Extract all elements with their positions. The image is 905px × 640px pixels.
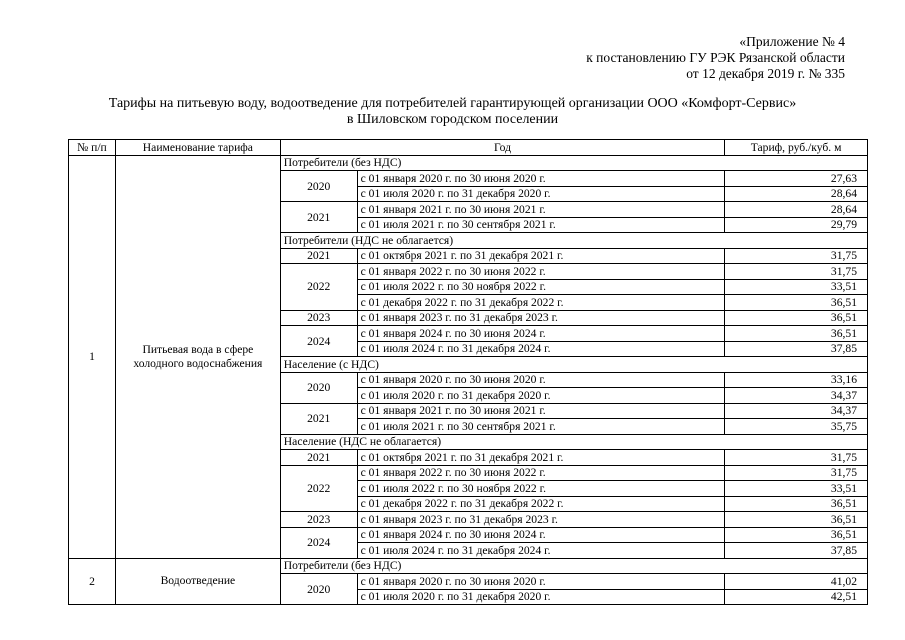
period-cell: с 01 декабря 2022 г. по 31 декабря 2022 г. xyxy=(357,295,724,311)
header-tariff-name: Наименование тарифа xyxy=(115,140,280,156)
table-body xyxy=(69,155,868,605)
section-number: 2 xyxy=(69,558,116,605)
consumer-group-label: Потребители (НДС не облагается) xyxy=(280,233,867,249)
header-tariff-value: Тариф, руб./куб. м xyxy=(725,140,868,156)
year-cell: 2021 xyxy=(280,403,357,434)
table-row xyxy=(69,558,868,574)
period-cell: с 01 июля 2024 г. по 31 декабря 2024 г. xyxy=(357,543,724,559)
header-year: Год xyxy=(280,140,724,156)
period-cell: с 01 января 2020 г. по 30 июня 2020 г. xyxy=(357,171,724,187)
tariff-value-cell: 33,16 xyxy=(725,372,868,388)
header-number: № п/п xyxy=(69,140,116,156)
tariff-value-cell: 34,37 xyxy=(725,388,868,404)
period-cell: с 01 января 2022 г. по 30 июня 2022 г. xyxy=(357,264,724,280)
document-title xyxy=(0,96,905,128)
tariff-value-cell: 28,64 xyxy=(725,202,868,218)
tariff-value-cell: 31,75 xyxy=(725,248,868,264)
year-cell: 2021 xyxy=(280,248,357,264)
tariff-value-cell: 34,37 xyxy=(725,403,868,419)
appendix-line-1: «Приложение № 4 xyxy=(739,34,845,49)
consumer-group-label: Потребители (без НДС) xyxy=(280,155,867,171)
consumer-group-label: Потребители (без НДС) xyxy=(280,558,867,574)
table-header-row xyxy=(69,140,868,156)
period-cell: с 01 июля 2020 г. по 31 декабря 2020 г. xyxy=(357,388,724,404)
period-cell: с 01 июля 2022 г. по 30 ноября 2022 г. xyxy=(357,279,724,295)
year-cell: 2020 xyxy=(280,171,357,202)
year-cell: 2020 xyxy=(280,372,357,403)
tariff-name: Питьевая вода в сфере холодного водоснабжения xyxy=(115,155,280,558)
tariff-table xyxy=(68,139,868,605)
title-line-2: в Шиловском городском поселении xyxy=(346,112,559,127)
year-cell: 2024 xyxy=(280,527,357,558)
period-cell: с 01 января 2024 г. по 30 июня 2024 г. xyxy=(357,326,724,342)
tariff-value-cell: 31,75 xyxy=(725,264,868,280)
period-cell: с 01 января 2023 г. по 31 декабря 2023 г. xyxy=(357,310,724,326)
tariff-value-cell: 36,51 xyxy=(725,310,868,326)
period-cell: с 01 января 2020 г. по 30 июня 2020 г. xyxy=(357,574,724,590)
year-cell: 2023 xyxy=(280,310,357,326)
period-cell: с 01 января 2021 г. по 30 июня 2021 г. xyxy=(357,202,724,218)
tariff-value-cell: 27,63 xyxy=(725,171,868,187)
tariff-value-cell: 31,75 xyxy=(725,450,868,466)
year-cell: 2022 xyxy=(280,264,357,311)
year-cell: 2024 xyxy=(280,326,357,357)
period-cell: с 01 июля 2022 г. по 30 ноября 2022 г. xyxy=(357,481,724,497)
tariff-name: Водоотведение xyxy=(115,558,280,605)
period-cell: с 01 января 2023 г. по 31 декабря 2023 г. xyxy=(357,512,724,528)
year-cell: 2021 xyxy=(280,202,357,233)
period-cell: с 01 июля 2020 г. по 31 декабря 2020 г. xyxy=(357,589,724,605)
year-cell: 2023 xyxy=(280,512,357,528)
period-cell: с 01 июля 2021 г. по 30 сентября 2021 г. xyxy=(357,419,724,435)
year-cell: 2022 xyxy=(280,465,357,512)
appendix-line-3: от 12 декабря 2019 г. № 335 xyxy=(686,66,845,81)
title-line-1: Тарифы на питьевую воду, водоотведение для потребителей гарантирующей организации ООО «Комфорт-Сервис» xyxy=(108,96,797,111)
period-cell: с 01 января 2022 г. по 30 июня 2022 г. xyxy=(357,465,724,481)
tariff-value-cell: 33,51 xyxy=(725,279,868,295)
year-cell: 2021 xyxy=(280,450,357,466)
tariff-value-cell: 35,75 xyxy=(725,419,868,435)
consumer-group-label: Население (НДС не облагается) xyxy=(280,434,867,450)
tariff-value-cell: 37,85 xyxy=(725,341,868,357)
tariff-value-cell: 29,79 xyxy=(725,217,868,233)
section-number: 1 xyxy=(69,155,116,558)
tariff-value-cell: 42,51 xyxy=(725,589,868,605)
tariff-value-cell: 31,75 xyxy=(725,465,868,481)
appendix-header xyxy=(586,34,845,82)
period-cell: с 01 июля 2024 г. по 31 декабря 2024 г. xyxy=(357,341,724,357)
period-cell: с 01 декабря 2022 г. по 31 декабря 2022 г. xyxy=(357,496,724,512)
tariff-value-cell: 36,51 xyxy=(725,326,868,342)
tariff-value-cell: 36,51 xyxy=(725,496,868,512)
appendix-line-2: к постановлению ГУ РЭК Рязанской области xyxy=(586,50,845,65)
period-cell: с 01 июля 2020 г. по 31 декабря 2020 г. xyxy=(357,186,724,202)
period-cell: с 01 октября 2021 г. по 31 декабря 2021 г. xyxy=(357,248,724,264)
tariff-value-cell: 36,51 xyxy=(725,512,868,528)
table-row xyxy=(69,155,868,171)
period-cell: с 01 января 2020 г. по 30 июня 2020 г. xyxy=(357,372,724,388)
period-cell: с 01 января 2021 г. по 30 июня 2021 г. xyxy=(357,403,724,419)
tariff-value-cell: 36,51 xyxy=(725,527,868,543)
year-cell: 2020 xyxy=(280,574,357,605)
tariff-value-cell: 33,51 xyxy=(725,481,868,497)
consumer-group-label: Население (с НДС) xyxy=(280,357,867,373)
tariff-value-cell: 36,51 xyxy=(725,295,868,311)
tariff-value-cell: 41,02 xyxy=(725,574,868,590)
tariff-value-cell: 37,85 xyxy=(725,543,868,559)
period-cell: с 01 октября 2021 г. по 31 декабря 2021 г. xyxy=(357,450,724,466)
period-cell: с 01 июля 2021 г. по 30 сентября 2021 г. xyxy=(357,217,724,233)
period-cell: с 01 января 2024 г. по 30 июня 2024 г. xyxy=(357,527,724,543)
tariff-value-cell: 28,64 xyxy=(725,186,868,202)
